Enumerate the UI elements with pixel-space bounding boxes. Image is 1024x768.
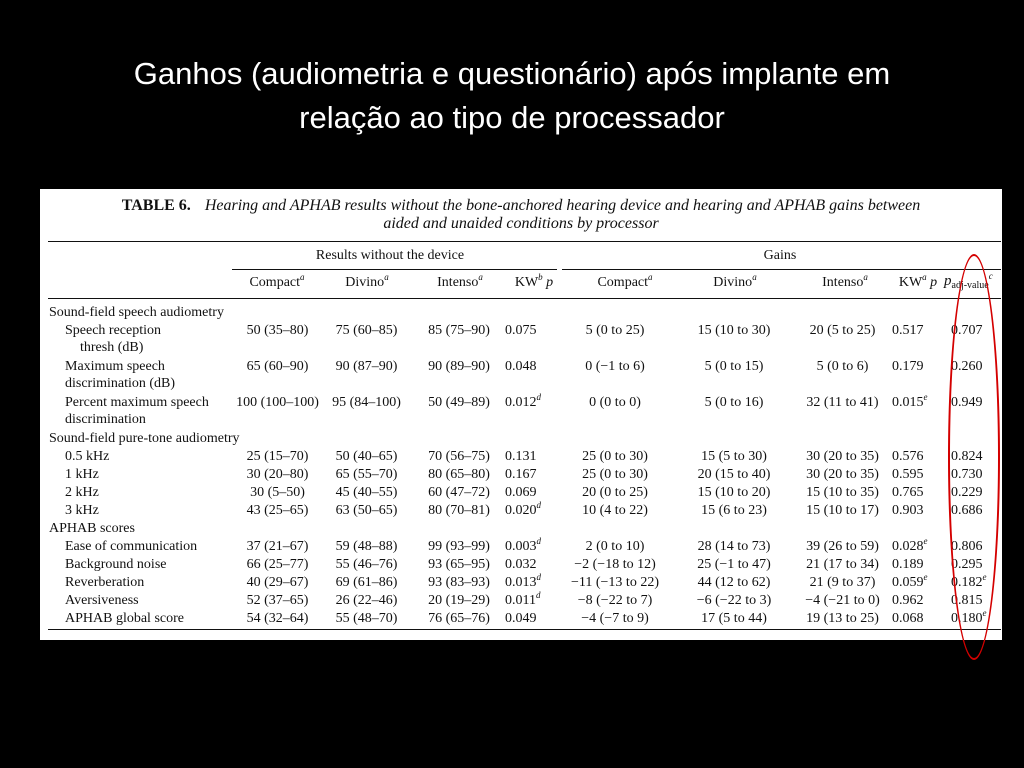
cell-value: 5 (0 to 6) [816, 359, 869, 374]
group-rule-without-device [232, 269, 557, 270]
table-cell [324, 539, 409, 555]
row-label: APHAB global score [65, 611, 184, 626]
cell-value: 85 (75–90) [428, 323, 490, 338]
cell-value: 0.260 [951, 359, 983, 374]
cell-value: 100 (100–100) [236, 395, 319, 410]
table-cell [230, 557, 325, 573]
table-cell [230, 575, 325, 591]
cell-value: 95 (84–100) [332, 395, 401, 410]
cell-value: 0.229 [951, 485, 983, 500]
table-cell [230, 467, 325, 483]
cell-value: 0.707 [951, 323, 983, 338]
cell-value: 50 (49–89) [428, 395, 490, 410]
group-rule-gains [562, 269, 1001, 270]
table-cell [230, 485, 325, 501]
table-cell: 0.011$^d$ [505, 590, 541, 608]
table-cell [324, 593, 409, 609]
cell-value: 30 (20 to 35) [806, 467, 879, 482]
table-cell: 0.180e [951, 608, 987, 626]
cell-value: 93 (65–95) [428, 557, 490, 572]
cell-value: 15 (10 to 20) [697, 485, 771, 500]
cell-value: 0.015 [892, 395, 924, 410]
table-cell [560, 503, 670, 519]
cell-value: 19 (13 to 25) [806, 611, 879, 626]
cell-value: 0.295 [951, 557, 983, 572]
table-cell [230, 449, 325, 465]
cell-value: −4 (−21 to 0) [805, 593, 880, 608]
cell-value: 15 (6 to 23) [701, 503, 767, 518]
table-cell [784, 485, 901, 501]
cell-value: 32 (11 to 41) [806, 395, 879, 410]
cell-value: 0.011 [505, 593, 536, 608]
table-cell [672, 575, 796, 591]
table-cell [324, 575, 409, 591]
table-cell [416, 395, 502, 411]
table-cell [560, 359, 670, 375]
col-intenso-gain: Intenso$^a$ [822, 272, 868, 290]
section-label: Sound-field speech audiometry [49, 305, 224, 320]
table-cell [505, 359, 555, 375]
cell-value: 0.824 [951, 449, 983, 464]
top-rule [48, 241, 1001, 242]
cell-value: 20 (15 to 40) [697, 467, 771, 482]
row-label-continued: discrimination (dB) [65, 376, 176, 391]
row-label: Reverberation [65, 575, 145, 590]
table-cell [784, 503, 901, 519]
table-cell: 0.015e [892, 392, 928, 410]
cell-value: 0.059 [892, 575, 924, 590]
table-cell [416, 557, 502, 573]
table-cell [560, 323, 670, 339]
table-cell [324, 611, 409, 627]
table-cell [416, 575, 502, 591]
table-cell [784, 557, 901, 573]
cell-value: 50 (35–80) [246, 323, 309, 338]
col-kw-p-gain: $KW^a$ p [898, 272, 938, 290]
table-cell: 0.003$^d$ [505, 536, 541, 554]
cell-value: 0.962 [892, 593, 924, 608]
cell-value: 0.182 [951, 575, 983, 590]
section-label: APHAB scores [49, 521, 135, 536]
cell-value: 10 (4 to 22) [582, 503, 648, 518]
table-cell [672, 539, 796, 555]
row-label: Background noise [65, 557, 167, 572]
cell-value: 26 (22–46) [335, 593, 398, 608]
table-cell [672, 467, 796, 483]
cell-value: 0.517 [892, 323, 924, 338]
cell-value: 0.180 [951, 611, 983, 626]
cell-value: 90 (87–90) [335, 359, 398, 374]
table-cell [784, 539, 901, 555]
table-cell [672, 395, 796, 411]
table-cell [230, 395, 325, 411]
cell-value: 52 (37–65) [246, 593, 309, 608]
col-intenso: Intenso$^a$ [437, 272, 483, 290]
cell-value: 99 (93–99) [428, 539, 490, 554]
row-label: Ease of communication [65, 539, 198, 554]
table-cell [416, 539, 502, 555]
table-cell [505, 557, 555, 573]
caption-line2: aided and unaided conditions by processor [383, 215, 659, 232]
table-cell [230, 611, 325, 627]
cell-value: 63 (50–65) [335, 503, 398, 518]
table-cell [784, 395, 901, 411]
table-cell [505, 449, 555, 465]
table-cell [784, 359, 901, 375]
row-label-continued: thresh (dB) [80, 340, 144, 355]
cell-value: 80 (70–81) [428, 503, 490, 518]
table-cell [324, 323, 409, 339]
cell-value: 0.049 [505, 611, 537, 626]
table-cell [560, 467, 670, 483]
col-divino: Divino$^a$ [345, 272, 389, 290]
table-cell [560, 593, 670, 609]
cell-value: 0 (−1 to 6) [585, 359, 645, 374]
cell-value: 5 (0 to 15) [704, 359, 764, 374]
cell-value: 76 (65–76) [428, 611, 490, 626]
table-cell [416, 593, 502, 609]
cell-value: 65 (60–90) [246, 359, 309, 374]
table-cell [505, 485, 555, 501]
slide-title-line1: Ganhos (audiometria e questionário) após implante em [133, 56, 891, 91]
col-compact: Compact$^a$ [249, 272, 305, 290]
cell-value: 0.012 [505, 395, 537, 410]
table-caption [50, 197, 992, 233]
table-cell [784, 467, 901, 483]
table-cell [416, 359, 502, 375]
cell-value: 25 (0 to 30) [582, 449, 648, 464]
table-cell [505, 467, 555, 483]
table-cell [784, 611, 901, 627]
cell-value: 0.806 [951, 539, 983, 554]
cell-value: 0.003 [505, 539, 537, 554]
cell-value: 5 (0 to 25) [585, 323, 645, 338]
cell-value: 44 (12 to 62) [697, 575, 771, 590]
cell-value: 70 (56–75) [428, 449, 490, 464]
col-compact-gain: Compact$^a$ [597, 272, 653, 290]
cell-value: 15 (5 to 30) [701, 449, 767, 464]
cell-value: −6 (−22 to 3) [696, 593, 772, 608]
cell-value: 0.686 [951, 503, 983, 518]
table-cell: 0.012$^d$ [505, 392, 541, 410]
group-header-gains: Gains [763, 248, 797, 263]
table-cell [672, 485, 796, 501]
cell-value: −4 (−7 to 9) [581, 611, 649, 626]
table-panel [40, 189, 1002, 640]
table-cell: 0.020$^d$ [505, 500, 541, 518]
table-cell [324, 359, 409, 375]
cell-value: 21 (17 to 34) [806, 557, 879, 572]
cell-value: 0.068 [892, 611, 924, 626]
cell-value: 17 (5 to 44) [701, 611, 767, 626]
table-cell [324, 485, 409, 501]
cell-value: 0.189 [892, 557, 924, 572]
cell-value: 69 (61–86) [335, 575, 398, 590]
cell-value: 30 (20 to 35) [806, 449, 879, 464]
cell-value: 28 (14 to 73) [697, 539, 771, 554]
table-cell [416, 323, 502, 339]
cell-value: 20 (5 to 25) [809, 323, 876, 338]
table-cell [672, 503, 796, 519]
cell-value: 45 (40–55) [335, 485, 398, 500]
table-cell [230, 593, 325, 609]
cell-value: 0.815 [951, 593, 983, 608]
cell-value: −8 (−22 to 7) [577, 593, 653, 608]
cell-value: 40 (29–67) [246, 575, 309, 590]
table-cell [324, 557, 409, 573]
table-cell [324, 503, 409, 519]
cell-value: 0.028 [892, 539, 924, 554]
table-cell [230, 539, 325, 555]
table-cell [560, 539, 670, 555]
cell-value: 90 (89–90) [428, 359, 490, 374]
col-kw-p: $KW^b$ p [514, 272, 554, 290]
table-cell [784, 575, 901, 591]
slide-title [0, 52, 1024, 140]
cell-value: 0.032 [505, 557, 537, 572]
table-cell [230, 323, 325, 339]
section-label: Sound-field pure-tone audiometry [49, 431, 240, 446]
row-label: Percent maximum speech [65, 395, 209, 410]
cell-value: 25 (−1 to 47) [697, 557, 771, 572]
table-cell [672, 557, 796, 573]
cell-value: 0.075 [505, 323, 537, 338]
cell-value: 37 (21–67) [246, 539, 309, 554]
table-cell [672, 449, 796, 465]
table-cell [672, 593, 796, 609]
row-label-continued: discrimination [65, 412, 146, 427]
table-cell: 0.013$^d$ [505, 572, 541, 590]
table-cell [560, 449, 670, 465]
cell-value: 15 (10 to 30) [697, 323, 771, 338]
row-label: 0.5 kHz [65, 449, 110, 464]
cell-value: 20 (0 to 25) [582, 485, 648, 500]
cell-value: 0.765 [892, 485, 924, 500]
cell-value: 66 (25–77) [246, 557, 309, 572]
table-cell [672, 611, 796, 627]
cell-value: 43 (25–65) [246, 503, 309, 518]
cell-value: −11 (−13 to 22) [571, 575, 659, 590]
cell-value: 80 (65–80) [428, 467, 490, 482]
table-cell [672, 323, 796, 339]
table-cell [892, 503, 948, 519]
cell-value: 50 (40–65) [335, 449, 398, 464]
cell-value: 93 (83–93) [428, 575, 490, 590]
table-cell [324, 467, 409, 483]
bottom-rule [48, 629, 1001, 630]
table-cell: 0.182e [951, 572, 987, 590]
cell-value: 0.131 [505, 449, 537, 464]
table-cell [784, 593, 901, 609]
table-cell: 0.028e [892, 536, 928, 554]
cell-value: 25 (0 to 30) [582, 467, 648, 482]
slide-title-line2: relação ao tipo de processador [299, 100, 725, 135]
cell-value: 0.013 [505, 575, 537, 590]
table-cell: 0.059e [892, 572, 928, 590]
table-cell [324, 449, 409, 465]
row-label: 3 kHz [65, 503, 99, 518]
cell-value: 2 (0 to 10) [585, 539, 645, 554]
col-divino-gain: Divino$^a$ [713, 272, 757, 290]
row-label: Maximum speech [65, 359, 165, 374]
row-label: Aversiveness [65, 593, 139, 608]
cell-value: 0.020 [505, 503, 537, 518]
cell-value: 0.069 [505, 485, 537, 500]
cell-value: 0.048 [505, 359, 537, 374]
table-cell [892, 359, 948, 375]
cell-value: 0.595 [892, 467, 924, 482]
cell-value: 15 (10 to 35) [806, 485, 879, 500]
cell-value: 20 (19–29) [428, 593, 490, 608]
table-cell [892, 611, 948, 627]
table-cell [505, 611, 555, 627]
cell-value: 39 (26 to 59) [806, 539, 879, 554]
cell-value: 75 (60–85) [335, 323, 398, 338]
cell-value: 0.167 [505, 467, 537, 482]
table-cell [416, 503, 502, 519]
table-cell [892, 449, 948, 465]
table-cell [672, 359, 796, 375]
cell-value: 30 (5–50) [250, 485, 305, 500]
cell-value: 0.903 [892, 503, 924, 518]
table-cell [505, 323, 555, 339]
cell-value: 0.576 [892, 449, 924, 464]
table-cell [560, 557, 670, 573]
table-cell [416, 467, 502, 483]
caption-line1: Hearing and APHAB results without the bone-anchored hearing device and hearing and APHAB gains between [204, 197, 921, 214]
table-cell [560, 485, 670, 501]
cell-value: 0.949 [951, 395, 983, 410]
table-cell [416, 485, 502, 501]
cell-value: −2 (−18 to 12) [574, 557, 656, 572]
cell-value: 60 (47–72) [428, 485, 490, 500]
table-cell [892, 485, 948, 501]
group-header-without-device: Results without the device [315, 248, 465, 263]
cell-value: 5 (0 to 16) [704, 395, 764, 410]
header-rule [48, 298, 1001, 299]
row-label: 1 kHz [65, 467, 99, 482]
table-cell [560, 575, 670, 591]
cell-value: 54 (32–64) [246, 611, 309, 626]
table-cell [892, 593, 948, 609]
table-cell [892, 467, 948, 483]
cell-value: 15 (10 to 17) [806, 503, 879, 518]
table-cell [892, 323, 948, 339]
table-cell [784, 449, 901, 465]
table-label: TABLE 6. [121, 197, 191, 214]
row-label: Speech reception [65, 323, 162, 338]
table-cell [416, 449, 502, 465]
cell-value: 0.730 [951, 467, 983, 482]
col-p-adj: $p_{adj-value}^c$ [944, 271, 993, 291]
table-cell [892, 557, 948, 573]
cell-value: 55 (48–70) [335, 611, 398, 626]
cell-value: 0.179 [892, 359, 924, 374]
cell-value: 25 (15–70) [246, 449, 309, 464]
row-label: 2 kHz [65, 485, 99, 500]
cell-value: 65 (55–70) [335, 467, 398, 482]
table-cell [784, 323, 901, 339]
cell-value: 55 (46–76) [335, 557, 398, 572]
table-cell [230, 359, 325, 375]
highlight-oval [948, 254, 1000, 660]
table-cell [230, 503, 325, 519]
table-cell [560, 611, 670, 627]
cell-value: 59 (48–88) [335, 539, 398, 554]
cell-value: 30 (20–80) [246, 467, 309, 482]
cell-value: 21 (9 to 37) [809, 575, 876, 590]
table-cell [560, 395, 670, 411]
table-cell [324, 395, 409, 411]
table-cell [416, 611, 502, 627]
cell-value: 0 (0 to 0) [589, 395, 641, 410]
